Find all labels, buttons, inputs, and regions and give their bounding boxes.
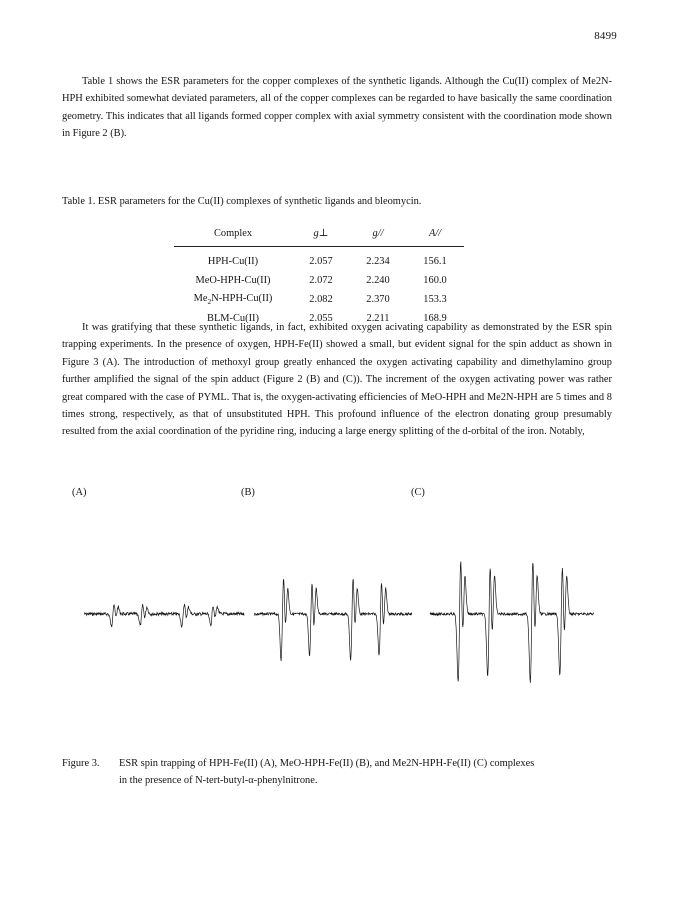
header-a-par: A// (406, 224, 464, 247)
panel-label-c: (C) (411, 487, 425, 498)
table-header-row (174, 224, 464, 247)
header-g-par: g// (350, 224, 406, 247)
esr-parameters-table (174, 224, 464, 328)
header-g-perp: g⊥ (292, 224, 350, 247)
cell-complex: BLM-Cu(II) (207, 313, 259, 324)
table-row (174, 290, 464, 309)
cell-a-par: 156.1 (423, 256, 447, 267)
cell-g-perp: 2.055 (309, 313, 333, 324)
page-number: 8499 (594, 30, 617, 42)
cell-g-par: 2.240 (366, 275, 390, 286)
table-row (174, 247, 464, 272)
paragraph-spin-trapping (62, 319, 612, 441)
cell-g-perp: 2.057 (309, 256, 333, 267)
cell-g-par: 2.370 (366, 294, 390, 305)
esr-trace (84, 604, 244, 627)
spectrum-c (430, 562, 594, 683)
cell-a-par: 168.9 (423, 313, 447, 324)
paragraph-esr-parameters (62, 73, 612, 143)
esr-trace (254, 579, 412, 661)
complex-suffix: N-HPH-Cu(II) (211, 292, 273, 304)
cell-a-par: 153.3 (423, 294, 447, 305)
cell-g-par: 2.211 (366, 313, 390, 324)
paragraph-1-text: Table 1 shows the ESR parameters for the copper complexes of the synthetic ligands. Although the Cu(II) complex of Me2N-HPH exhibited somewhat deviated parameters, all of the copper complexes can be regarded to have basically the same coordination geometry. This indicates that all ligands formed copper complex with axial symmetry consistent with the coordination mode shown in Figure 2 (B). (62, 76, 612, 140)
esr-spectra-figure (62, 482, 612, 752)
figure-caption (62, 755, 612, 789)
panel-label-a: (A) (72, 487, 87, 498)
cell-complex: HPH-Cu(II) (207, 256, 259, 267)
spectrum-b (254, 579, 412, 661)
spectrum-a (84, 604, 244, 627)
cell-complex (174, 290, 292, 309)
complex-prefix: Me (193, 292, 208, 304)
paragraph-2-text: It was gratifying that these synthetic ligands, in fact, exhibited oxygen acivating capability as demonstrated by the ESR spin trapping experiments. In the presence of oxygen, HPH-Fe(II) showed a small, but evident signal for the spin adduct as shown in Figure 3 (A). The introduction of methoxyl group greatly enhanced the oxygen activating capability and dimethylamino group further amplified the signal of the spin adduct (Figure 2 (B) and (C)). The increment of the oxygen activating power was rather great compared with the case of PYML. That is, the oxygen-activating efficiencies of MeO-HPH and Me2N-HPH are 5 times and 8 times strong, respectively, as that of unsubstituted HPH. This profound influence of the electron donating group presumably resulted from the axial coordination of the pyridine ring, inducing a large energy splitting of the d-orbital of the iron. Notably, (62, 322, 612, 438)
table-caption: Table 1. ESR parameters for the Cu(II) complexes of synthetic ligands and bleomycin. (62, 196, 422, 207)
cell-g-perp: 2.082 (309, 294, 333, 305)
cell-complex: MeO-HPH-Cu(II) (195, 275, 271, 286)
complex-subscript: 2 (207, 297, 212, 307)
cell-g-perp: 2.072 (309, 275, 333, 286)
header-complex: Complex (174, 224, 292, 247)
cell-g-par: 2.234 (366, 256, 390, 267)
cell-a-par: 160.0 (423, 275, 447, 286)
figure-caption-line-1: ESR spin trapping of HPH-Fe(II) (A), MeO-HPH-Fe(II) (B), and Me2N-HPH-Fe(II) (C) complexes (119, 758, 535, 769)
esr-trace (430, 562, 594, 683)
panel-label-b: (B) (241, 487, 255, 498)
figure-caption-line-2: in the presence of N-tert-butyl-α-phenylnitrone. (119, 775, 318, 786)
table-row (174, 271, 464, 290)
figure-caption-label: Figure 3. (62, 758, 100, 769)
